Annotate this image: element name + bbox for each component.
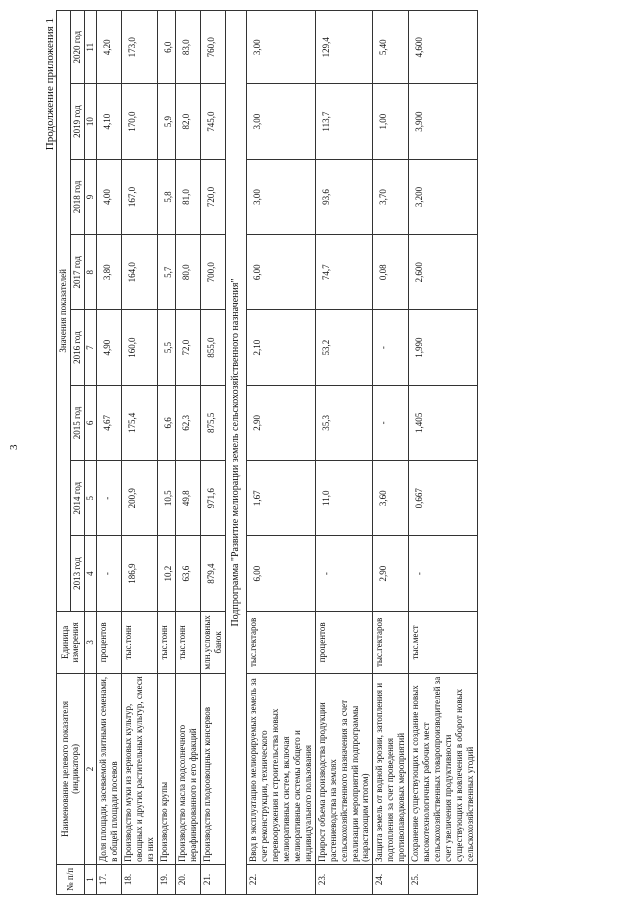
header-year: 2019 год bbox=[70, 84, 84, 159]
table-row bbox=[409, 11, 478, 895]
col-number: 6 bbox=[84, 385, 96, 460]
value-cell: 700,0 bbox=[200, 235, 225, 310]
row-number: 25. bbox=[409, 864, 478, 894]
value-cell: 4,90 bbox=[96, 310, 121, 385]
value-cell: 3,00 bbox=[246, 11, 315, 84]
value-cell: 186,9 bbox=[121, 536, 157, 611]
unit-cell: тыс.мест bbox=[409, 611, 478, 673]
indicator-name: Сохранение существующих и создание новых высокотехнологичных рабочих мест сельскохозяйственных товаропроизводителей за счет увеличения продуктивности существующих и вовлечения в оборот новых сельскохозяйственных угодий bbox=[409, 674, 478, 865]
table-row bbox=[246, 11, 315, 895]
value-cell: 2,90 bbox=[373, 536, 409, 611]
value-cell: 6,0 bbox=[157, 11, 175, 84]
value-cell: 0,08 bbox=[373, 235, 409, 310]
value-cell: 129,4 bbox=[315, 11, 373, 84]
value-cell: 745,0 bbox=[200, 84, 225, 159]
value-cell: 164,0 bbox=[121, 235, 157, 310]
continuation-note: Продолжение приложения 1 bbox=[44, 18, 56, 151]
header-values-group: Значения показателей bbox=[57, 11, 71, 612]
col-number: 7 bbox=[84, 310, 96, 385]
value-cell: 855,0 bbox=[200, 310, 225, 385]
value-cell: 1,990 bbox=[409, 310, 478, 385]
value-cell: 173,0 bbox=[121, 11, 157, 84]
value-cell: 49,8 bbox=[175, 461, 200, 536]
unit-cell: тыс.тонн bbox=[175, 611, 200, 673]
value-cell: 72,0 bbox=[175, 310, 200, 385]
unit-cell: тыс.тонн bbox=[157, 611, 175, 673]
page-number: 3 bbox=[8, 444, 20, 450]
value-cell: 35,3 bbox=[315, 385, 373, 460]
col-number: 1 bbox=[84, 864, 96, 894]
indicator-name: Производство плодоовощных консервов bbox=[200, 674, 225, 865]
col-number: 8 bbox=[84, 235, 96, 310]
table-row bbox=[200, 11, 225, 895]
value-cell: 175,4 bbox=[121, 385, 157, 460]
value-cell: 5,7 bbox=[157, 235, 175, 310]
value-cell: 83,0 bbox=[175, 11, 200, 84]
value-cell: 4,67 bbox=[96, 385, 121, 460]
unit-cell: тыс.тонн bbox=[121, 611, 157, 673]
value-cell: 2,10 bbox=[246, 310, 315, 385]
value-cell: - bbox=[96, 461, 121, 536]
header-unit: Единица измерения bbox=[57, 611, 85, 673]
value-cell: - bbox=[373, 310, 409, 385]
value-cell: - bbox=[315, 536, 373, 611]
value-cell: - bbox=[373, 385, 409, 460]
indicator-name: Доля площади, засеваемой элитными семенами, в общей площади посевов bbox=[96, 674, 121, 865]
value-cell: 3,00 bbox=[246, 159, 315, 234]
header-name: Наименование целевого показателя (индикатора) bbox=[57, 674, 85, 865]
col-number: 9 bbox=[84, 159, 96, 234]
row-number: 22. bbox=[246, 864, 315, 894]
value-cell: 10,2 bbox=[157, 536, 175, 611]
unit-cell: процентов bbox=[315, 611, 373, 673]
value-cell: 167,0 bbox=[121, 159, 157, 234]
value-cell: 1,405 bbox=[409, 385, 478, 460]
col-number: 11 bbox=[84, 11, 96, 84]
col-number: 10 bbox=[84, 84, 96, 159]
table-row bbox=[315, 11, 373, 895]
value-cell: 62,3 bbox=[175, 385, 200, 460]
header-year: 2014 год bbox=[70, 461, 84, 536]
header-year: 2017 год bbox=[70, 235, 84, 310]
value-cell: 4,600 bbox=[409, 11, 478, 84]
value-cell: 4,00 bbox=[96, 159, 121, 234]
value-cell: 971,6 bbox=[200, 461, 225, 536]
indicators-table bbox=[56, 10, 478, 895]
indicator-name: Производство масла подсолнечного нерафинированного и его фракций bbox=[175, 674, 200, 865]
value-cell: 63,6 bbox=[175, 536, 200, 611]
row-number: 21. bbox=[200, 864, 225, 894]
value-cell: 3,900 bbox=[409, 84, 478, 159]
column-numbers-row bbox=[84, 11, 96, 895]
value-cell: 6,00 bbox=[246, 536, 315, 611]
col-number: 4 bbox=[84, 536, 96, 611]
subprogram-row bbox=[225, 11, 246, 895]
value-cell: 875,5 bbox=[200, 385, 225, 460]
value-cell: 1,00 bbox=[373, 84, 409, 159]
value-cell: 2,600 bbox=[409, 235, 478, 310]
value-cell: 80,0 bbox=[175, 235, 200, 310]
value-cell: - bbox=[409, 536, 478, 611]
value-cell: 3,00 bbox=[246, 84, 315, 159]
value-cell: 2,90 bbox=[246, 385, 315, 460]
value-cell: 82,0 bbox=[175, 84, 200, 159]
header-year: 2018 год bbox=[70, 159, 84, 234]
unit-cell: тыс.гектаров bbox=[246, 611, 315, 673]
value-cell: 5,8 bbox=[157, 159, 175, 234]
header-num: № п/п bbox=[57, 864, 85, 894]
value-cell: 3,200 bbox=[409, 159, 478, 234]
value-cell: - bbox=[96, 536, 121, 611]
value-cell: 1,67 bbox=[246, 461, 315, 536]
col-number: 5 bbox=[84, 461, 96, 536]
row-number: 20. bbox=[175, 864, 200, 894]
value-cell: 5,5 bbox=[157, 310, 175, 385]
value-cell: 4,10 bbox=[96, 84, 121, 159]
indicator-name: Производство крупы bbox=[157, 674, 175, 865]
value-cell: 113,7 bbox=[315, 84, 373, 159]
value-cell: 74,7 bbox=[315, 235, 373, 310]
header-year: 2016 год bbox=[70, 310, 84, 385]
unit-cell: млн.условных банок bbox=[200, 611, 225, 673]
value-cell: 6,00 bbox=[246, 235, 315, 310]
table-row bbox=[373, 11, 409, 895]
indicator-name: Прирост объема производства продукции растениеводства на землях сельскохозяйственного назначения за счет реализации мероприятий подпрограммы (нарастающим итогом) bbox=[315, 674, 373, 865]
indicator-name: Защита земель от водной эрозии, затопления и подтопления за счет проведения противопаводковых мероприятий bbox=[373, 674, 409, 865]
row-number: 24. bbox=[373, 864, 409, 894]
value-cell: 4,20 bbox=[96, 11, 121, 84]
value-cell: 81,0 bbox=[175, 159, 200, 234]
value-cell: 3,60 bbox=[373, 461, 409, 536]
col-number: 3 bbox=[84, 611, 96, 673]
value-cell: 53,2 bbox=[315, 310, 373, 385]
row-number: 18. bbox=[121, 864, 157, 894]
value-cell: 0,667 bbox=[409, 461, 478, 536]
row-number: 17. bbox=[96, 864, 121, 894]
value-cell: 3,80 bbox=[96, 235, 121, 310]
indicator-name: Производство муки из зерновых культур, овощных и других растительных культур, смеси из них bbox=[121, 674, 157, 865]
header-year: 2013 год bbox=[70, 536, 84, 611]
unit-cell: процентов bbox=[96, 611, 121, 673]
value-cell: 879,4 bbox=[200, 536, 225, 611]
table-row bbox=[96, 11, 121, 895]
value-cell: 5,40 bbox=[373, 11, 409, 84]
table-row bbox=[157, 11, 175, 895]
table-row bbox=[121, 11, 157, 895]
value-cell: 720,0 bbox=[200, 159, 225, 234]
value-cell: 760,0 bbox=[200, 11, 225, 84]
col-number: 2 bbox=[84, 674, 96, 865]
value-cell: 5,9 bbox=[157, 84, 175, 159]
row-number: 19. bbox=[157, 864, 175, 894]
unit-cell: тыс.гектаров bbox=[373, 611, 409, 673]
header-year: 2020 год bbox=[70, 11, 84, 84]
value-cell: 200,9 bbox=[121, 461, 157, 536]
value-cell: 93,6 bbox=[315, 159, 373, 234]
subprogram-title: Подпрограмма "Развитие мелиорации земель сельскохозяйственного назначения" bbox=[225, 11, 246, 895]
value-cell: 3,70 bbox=[373, 159, 409, 234]
value-cell: 6,6 bbox=[157, 385, 175, 460]
table-row bbox=[175, 11, 200, 895]
indicator-name: Ввод в эксплуатацию мелиорируемых земель за счет реконструкции, технического перевооружения и строительства новых мелиоративных систем, включая мелиоративные системы общего и индивидуального пользования bbox=[246, 674, 315, 865]
value-cell: 170,0 bbox=[121, 84, 157, 159]
value-cell: 10,5 bbox=[157, 461, 175, 536]
row-number: 23. bbox=[315, 864, 373, 894]
header-year: 2015 год bbox=[70, 385, 84, 460]
value-cell: 160,0 bbox=[121, 310, 157, 385]
value-cell: 11,0 bbox=[315, 461, 373, 536]
